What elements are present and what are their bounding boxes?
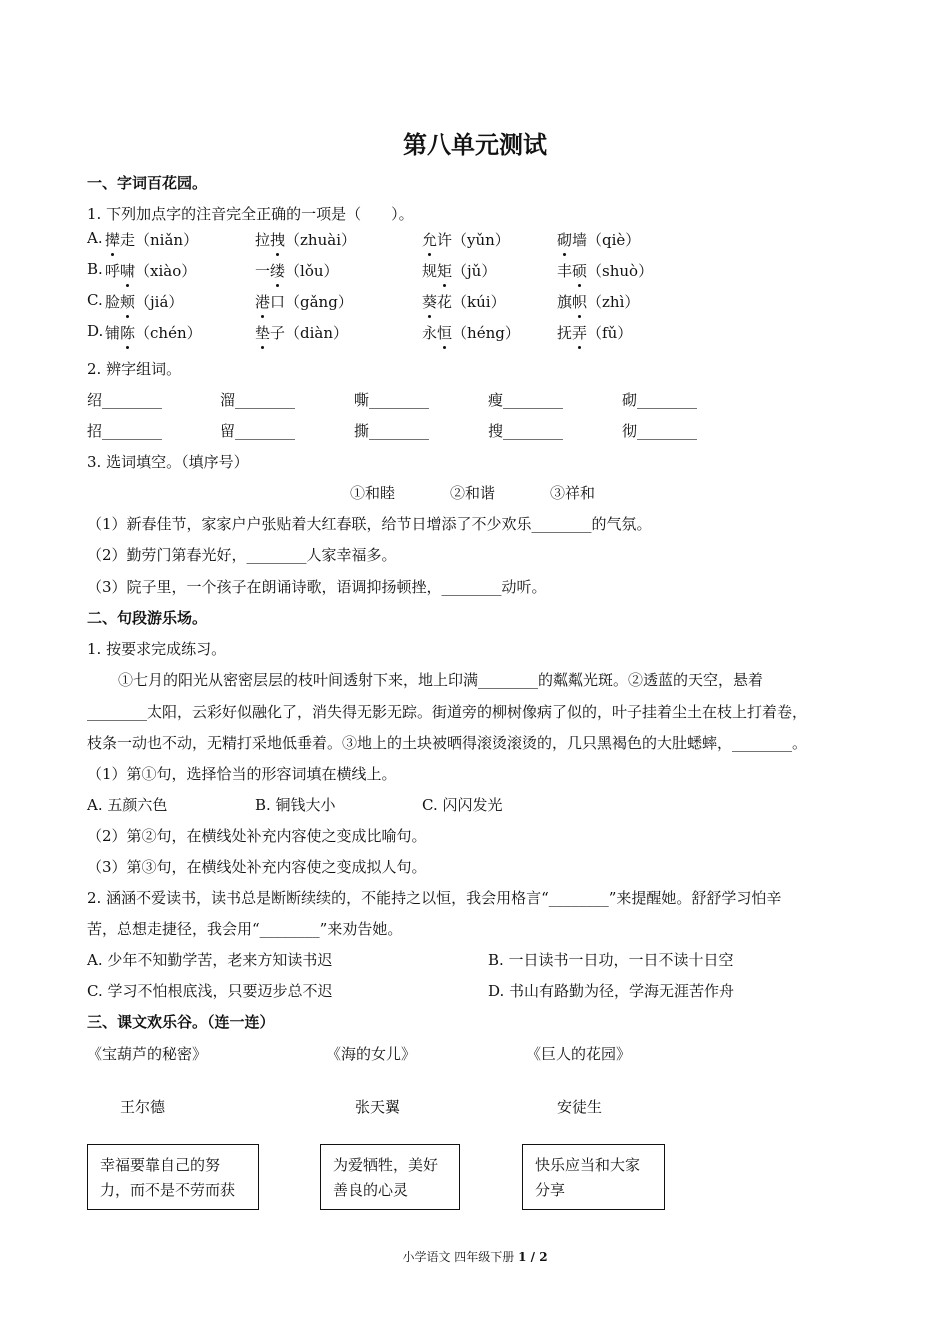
item-text: 墙（qiè） — [572, 231, 641, 249]
pinyin-item — [255, 260, 339, 281]
pinyin-item — [557, 291, 639, 312]
item-text: （chén） — [135, 324, 202, 342]
passage-line: 枝条一动也不动，无精打采地低垂着。③地上的土块被晒得滚烫滚烫的，几只黑褐色的大肚蟋蟀，________。 — [87, 734, 808, 752]
item-text: 许（yǔn） — [437, 231, 510, 249]
dotted-char: 硕 — [572, 262, 588, 280]
section-3-heading: 三、课文欢乐谷。（连一连） — [87, 1013, 275, 1031]
choice-c: C. 闪闪发光 — [422, 796, 503, 814]
author-name: 张天翼 — [355, 1098, 401, 1116]
item-text: 一 — [255, 262, 271, 280]
item-text: 丰 — [557, 262, 573, 280]
sub-question-1: （1）第①句，选择恰当的形容词填在横线上。 — [87, 765, 397, 783]
dotted-char: 葵 — [422, 293, 438, 311]
theme-text: 分享 — [535, 1181, 566, 1199]
theme-text: 善良的心灵 — [333, 1181, 409, 1199]
choice-a: A. 五颜六色 — [87, 796, 168, 814]
theme-box — [87, 1144, 259, 1210]
word-blank: 砌________ — [622, 391, 698, 409]
pinyin-item — [105, 322, 202, 343]
dotted-char: 垫 — [255, 324, 271, 342]
word-blank: 绍________ — [87, 391, 163, 409]
footer-text: 小学语文 四年级下册 — [402, 1250, 515, 1264]
item-text: 旗 — [557, 293, 573, 311]
dotted-char: 矩 — [437, 262, 453, 280]
dotted-char: 颊 — [120, 293, 136, 311]
item-text: 永 — [422, 324, 438, 342]
dotted-char: 陈 — [120, 324, 136, 342]
option-a: A. 少年不知勤学苦，老来方知读书迟 — [87, 951, 333, 969]
item-text: 花（kúi） — [437, 293, 506, 311]
sub-question-2: （2）第②句，在横线处补充内容使之变成比喻句。 — [87, 827, 427, 845]
word-blank: 招________ — [87, 422, 163, 440]
item-text: （shuò） — [587, 262, 654, 280]
dotted-char: 弄 — [572, 324, 588, 342]
dotted-char: 港 — [255, 293, 271, 311]
q3-stem: 3. 选词填空。（填序号） — [87, 453, 249, 471]
item-text: （héng） — [452, 324, 520, 342]
option-label: A. — [87, 229, 103, 247]
page-title: 第八单元测试 — [403, 131, 547, 159]
option-b: B. 一日读书一日功，一日不读十日空 — [488, 951, 734, 969]
pinyin-item — [105, 260, 196, 281]
word-blank: 溜________ — [220, 391, 296, 409]
pinyin-item — [255, 229, 356, 250]
theme-text: 幸福要靠自己的努 — [100, 1156, 221, 1174]
item-text: 呼 — [105, 262, 121, 280]
s2-q1-stem: 1. 按要求完成练习。 — [87, 640, 227, 658]
passage-line: ________太阳，云彩好似融化了，消失得无影无踪。街道旁的柳树像病了似的，叶子挂着尘土在枝上打着卷， — [87, 703, 808, 721]
pinyin-item — [557, 229, 640, 250]
dotted-char: 撵 — [105, 231, 121, 249]
pinyin-item — [105, 291, 183, 312]
word-blank: 瘦________ — [488, 391, 564, 409]
item-text: （zhì） — [587, 293, 640, 311]
dotted-char: 允 — [422, 231, 438, 249]
section-2-heading: 二、句段游乐场。 — [87, 609, 208, 627]
q1-stem: 1. 下列加点字的注音完全正确的一项是（ ）。 — [87, 205, 414, 223]
item-text: （jiá） — [135, 293, 184, 311]
theme-text: 快乐应当和大家 — [535, 1156, 641, 1174]
dotted-char: 啸 — [120, 262, 136, 280]
pinyin-item — [557, 260, 653, 281]
dotted-char: 帜 — [572, 293, 588, 311]
item-text: 子（diàn） — [270, 324, 349, 342]
pinyin-item — [255, 322, 348, 343]
option-label: C. — [87, 291, 103, 309]
q2-stem: 2. 辨字组词。 — [87, 360, 182, 378]
item-text: 铺 — [105, 324, 121, 342]
s2-q2-line: 2. 涵涵不爱读书，读书总是断断续续的，不能持之以恒，我会用格言“________”来提醒她。舒舒学习怕辛 — [87, 889, 782, 907]
word-blank: 彻________ — [622, 422, 698, 440]
theme-text: 力，而不是不劳而获 — [100, 1181, 236, 1199]
option-label: D. — [87, 322, 104, 340]
q3-item: （3）院子里，一个孩子在朗诵诗歌，语调抑扬顿挫，________动听。 — [87, 578, 547, 596]
word-blank: 撕________ — [354, 422, 430, 440]
item-text: 口（gǎng） — [270, 293, 353, 311]
passage-line: ①七月的阳光从密密层层的枝叶间透射下来，地上印满________的粼粼光斑。②透蓝的天空，悬着 — [118, 671, 764, 689]
page-footer — [0, 1248, 950, 1265]
choice-b: B. 铜钱大小 — [255, 796, 336, 814]
pinyin-item — [422, 322, 520, 343]
item-text: 走（niǎn） — [120, 231, 199, 249]
q3-option: ①和睦 — [350, 484, 396, 502]
pinyin-item — [105, 229, 198, 250]
item-text: 规 — [422, 262, 438, 280]
author-name: 安徒生 — [557, 1098, 603, 1116]
dotted-char: 恒 — [437, 324, 453, 342]
q3-option: ③祥和 — [550, 484, 596, 502]
item-text: （zhuài） — [285, 231, 356, 249]
pinyin-item — [422, 291, 506, 312]
q3-item: （2）勤劳门第春光好，________人家幸福多。 — [87, 546, 397, 564]
book-title: 《巨人的花园》 — [526, 1045, 632, 1063]
pinyin-item — [557, 322, 632, 343]
word-blank: 搜________ — [488, 422, 564, 440]
theme-text: 为爱牺牲，美好 — [333, 1156, 439, 1174]
book-title: 《海的女儿》 — [326, 1045, 417, 1063]
dotted-char: 拽 — [270, 231, 286, 249]
s2-q2-line: 苦，总想走捷径，我会用“________”来劝告她。 — [87, 920, 403, 938]
q3-item: （1）新春佳节，家家户户张贴着大红春联，给节日增添了不少欢乐________的气氛。 — [87, 515, 652, 533]
pinyin-item — [422, 229, 510, 250]
item-text: （lǒu） — [285, 262, 339, 280]
item-text: 拉 — [255, 231, 271, 249]
option-d: D. 书山有路勤为径，学海无涯苦作舟 — [488, 982, 735, 1000]
word-blank: 嘶________ — [354, 391, 430, 409]
option-label: B. — [87, 260, 103, 278]
item-text: 抚 — [557, 324, 573, 342]
word-blank: 留________ — [220, 422, 296, 440]
item-text: 脸 — [105, 293, 121, 311]
option-c: C. 学习不怕根底浅，只要迈步总不迟 — [87, 982, 333, 1000]
pinyin-item — [422, 260, 496, 281]
pinyin-item — [255, 291, 353, 312]
author-name: 王尔德 — [120, 1098, 166, 1116]
item-text: （xiào） — [135, 262, 197, 280]
item-text: （fǔ） — [587, 324, 633, 342]
book-title: 《宝葫芦的秘密》 — [87, 1045, 208, 1063]
section-1-heading: 一、字词百花园。 — [87, 174, 208, 192]
page-number: 1 / 2 — [518, 1250, 548, 1264]
dotted-char: 砌 — [557, 231, 573, 249]
dotted-char: 缕 — [270, 262, 286, 280]
item-text: （jǔ） — [452, 262, 497, 280]
theme-box — [320, 1144, 460, 1210]
theme-box — [522, 1144, 665, 1210]
q3-option: ②和谐 — [450, 484, 496, 502]
sub-question-3: （3）第③句，在横线处补充内容使之变成拟人句。 — [87, 858, 427, 876]
